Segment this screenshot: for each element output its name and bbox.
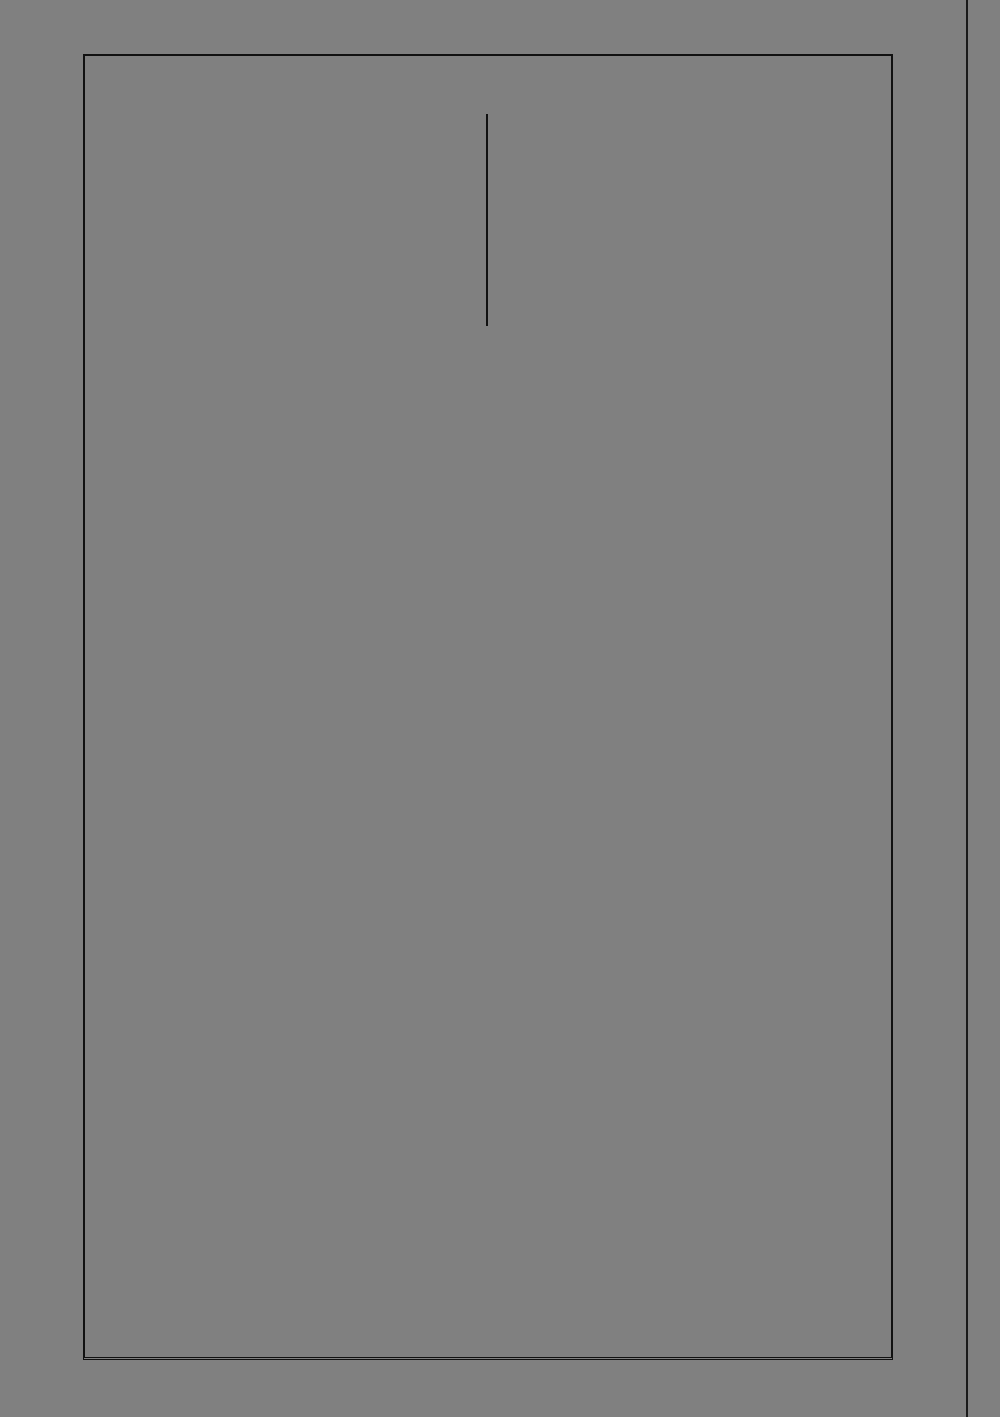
- page-frame: [83, 54, 893, 1360]
- wavy-rule: [100, 100, 875, 108]
- column-divider: [486, 114, 488, 326]
- page-edge-line: [966, 0, 968, 1417]
